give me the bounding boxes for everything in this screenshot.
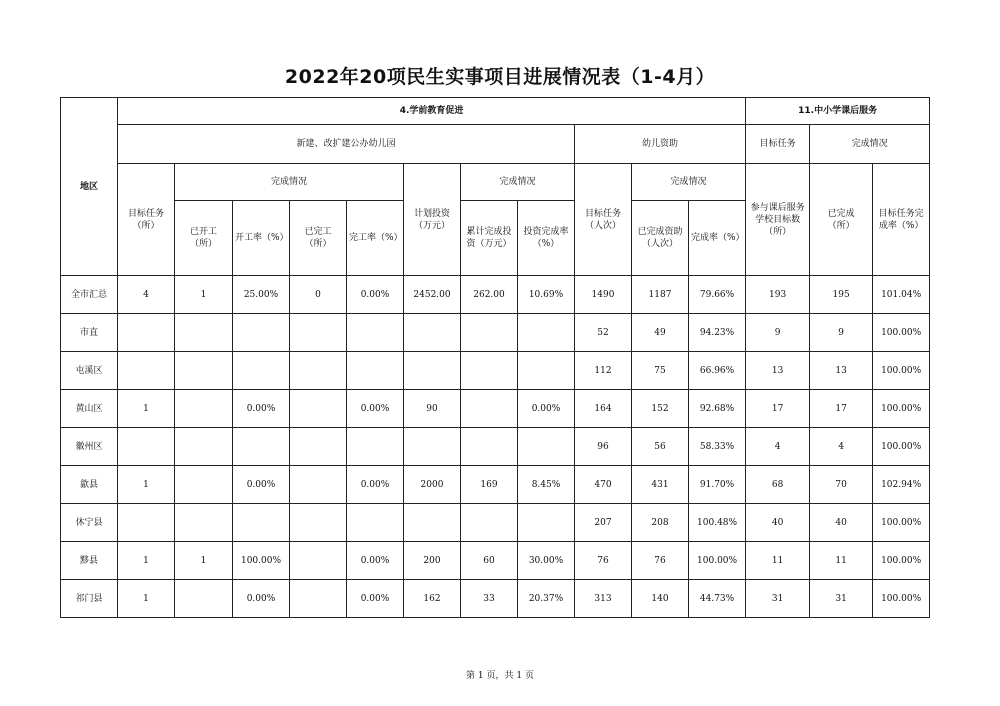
- data-cell: 207: [575, 504, 632, 542]
- header-aid-rate: 完成率（%）: [689, 201, 746, 276]
- data-cell: 1: [175, 276, 233, 314]
- data-cell: 0.00%: [347, 580, 404, 618]
- header-new-kindergarten: 新建、改扩建公办幼儿园: [118, 125, 575, 164]
- data-cell: [518, 428, 575, 466]
- data-cell: [118, 352, 175, 390]
- data-cell: 0.00%: [233, 580, 290, 618]
- data-cell: 0.00%: [347, 542, 404, 580]
- data-cell: [233, 428, 290, 466]
- table-row: [61, 504, 930, 542]
- data-cell: 68: [746, 466, 810, 504]
- data-cell: [404, 504, 461, 542]
- data-cell: 102.94%: [873, 466, 930, 504]
- region-cell: 休宁县: [61, 504, 118, 542]
- header-aid-done: 已完成资助 （人次）: [632, 201, 689, 276]
- region-cell: 黄山区: [61, 390, 118, 428]
- data-cell: 25.00%: [233, 276, 290, 314]
- data-cell: 0: [290, 276, 347, 314]
- data-cell: 100.00%: [873, 352, 930, 390]
- data-cell: 75: [632, 352, 689, 390]
- data-cell: [118, 314, 175, 352]
- data-cell: [233, 352, 290, 390]
- data-cell: [290, 428, 347, 466]
- data-cell: 10.69%: [518, 276, 575, 314]
- data-cell: [118, 504, 175, 542]
- data-cell: 76: [575, 542, 632, 580]
- table-row: [61, 314, 930, 352]
- page-title: 2022年20项民生实事项目进展情况表（1-4月）: [284, 66, 716, 88]
- region-cell: 黟县: [61, 542, 118, 580]
- data-cell: 1: [118, 580, 175, 618]
- header-invest-rate: 投资完成率 （%）: [518, 201, 575, 276]
- data-cell: 208: [632, 504, 689, 542]
- data-cell: 70: [810, 466, 873, 504]
- header-finished: 已完工 （所）: [290, 201, 347, 276]
- data-cell: 100.00%: [873, 428, 930, 466]
- data-cell: 200: [404, 542, 461, 580]
- data-cell: 100.00%: [873, 542, 930, 580]
- data-cell: [518, 352, 575, 390]
- data-cell: [118, 428, 175, 466]
- header-planned-invest: 计划投资 （万元）: [404, 164, 461, 276]
- data-cell: [518, 504, 575, 542]
- data-cell: 94.23%: [689, 314, 746, 352]
- data-cell: 112: [575, 352, 632, 390]
- header-start-rate: 开工率（%）: [233, 201, 290, 276]
- data-cell: 90: [404, 390, 461, 428]
- data-cell: 100.00%: [873, 390, 930, 428]
- table-body: [61, 276, 930, 618]
- data-cell: [404, 352, 461, 390]
- data-cell: [290, 314, 347, 352]
- data-cell: 169: [461, 466, 518, 504]
- data-cell: 9: [746, 314, 810, 352]
- data-cell: 49: [632, 314, 689, 352]
- data-cell: 58.33%: [689, 428, 746, 466]
- data-cell: [404, 314, 461, 352]
- data-cell: 40: [746, 504, 810, 542]
- data-cell: 0.00%: [518, 390, 575, 428]
- progress-table: [60, 97, 930, 618]
- data-cell: [175, 580, 233, 618]
- region-cell: 屯溪区: [61, 352, 118, 390]
- data-cell: 1: [118, 542, 175, 580]
- header-target-units: 目标任务 （所）: [118, 164, 175, 276]
- data-cell: [175, 314, 233, 352]
- data-cell: [347, 428, 404, 466]
- data-cell: 1490: [575, 276, 632, 314]
- data-cell: 20.37%: [518, 580, 575, 618]
- data-cell: [290, 580, 347, 618]
- region-cell: 祁门县: [61, 580, 118, 618]
- header-completion: 完成情况: [810, 125, 930, 164]
- header-target-task: 目标任务: [746, 125, 810, 164]
- data-cell: [175, 428, 233, 466]
- data-cell: [404, 428, 461, 466]
- data-cell: 33: [461, 580, 518, 618]
- data-cell: 1: [118, 390, 175, 428]
- data-cell: 100.00%: [689, 542, 746, 580]
- data-cell: 100.00%: [873, 314, 930, 352]
- data-cell: 31: [810, 580, 873, 618]
- data-cell: 4: [810, 428, 873, 466]
- data-cell: 30.00%: [518, 542, 575, 580]
- data-cell: 44.73%: [689, 580, 746, 618]
- data-cell: [175, 466, 233, 504]
- table-row: [61, 466, 930, 504]
- data-cell: 76: [632, 542, 689, 580]
- data-cell: 140: [632, 580, 689, 618]
- table-row: [61, 580, 930, 618]
- data-cell: 1: [118, 466, 175, 504]
- data-cell: 100.00%: [873, 504, 930, 542]
- data-cell: 100.00%: [873, 580, 930, 618]
- header-construction-completion: 完成情况: [175, 164, 404, 201]
- header-child-aid: 幼儿资助: [575, 125, 746, 164]
- data-cell: 152: [632, 390, 689, 428]
- data-cell: 0.00%: [233, 390, 290, 428]
- data-cell: 13: [746, 352, 810, 390]
- table-row: [61, 390, 930, 428]
- region-cell: 全市汇总: [61, 276, 118, 314]
- data-cell: 2452.00: [404, 276, 461, 314]
- data-cell: 4: [746, 428, 810, 466]
- data-cell: [290, 352, 347, 390]
- data-cell: 56: [632, 428, 689, 466]
- data-cell: 0.00%: [347, 466, 404, 504]
- table-row: [61, 276, 930, 314]
- header-region: 地区: [61, 98, 118, 276]
- data-cell: 40: [810, 504, 873, 542]
- data-cell: 79.66%: [689, 276, 746, 314]
- data-cell: 470: [575, 466, 632, 504]
- data-cell: [461, 314, 518, 352]
- data-cell: 0.00%: [233, 466, 290, 504]
- header-section-after-school: 11.中小学课后服务: [746, 98, 930, 125]
- data-cell: 52: [575, 314, 632, 352]
- data-cell: 96: [575, 428, 632, 466]
- data-cell: [290, 504, 347, 542]
- data-cell: [461, 428, 518, 466]
- data-cell: [461, 390, 518, 428]
- data-cell: [175, 352, 233, 390]
- data-cell: [461, 352, 518, 390]
- data-cell: 101.04%: [873, 276, 930, 314]
- data-cell: [290, 390, 347, 428]
- data-cell: 100.48%: [689, 504, 746, 542]
- data-cell: [347, 352, 404, 390]
- data-cell: [290, 542, 347, 580]
- header-aid-completion: 完成情况: [632, 164, 746, 201]
- data-cell: 13: [810, 352, 873, 390]
- header-invest-completion: 完成情况: [461, 164, 575, 201]
- data-cell: 100.00%: [233, 542, 290, 580]
- data-cell: 17: [810, 390, 873, 428]
- data-cell: [175, 390, 233, 428]
- header-after-school-done: 已完成 （所）: [810, 164, 873, 276]
- data-cell: [233, 314, 290, 352]
- data-cell: [461, 504, 518, 542]
- data-cell: [347, 314, 404, 352]
- data-cell: 11: [810, 542, 873, 580]
- data-cell: 92.68%: [689, 390, 746, 428]
- data-cell: 1187: [632, 276, 689, 314]
- data-cell: 60: [461, 542, 518, 580]
- data-cell: [175, 504, 233, 542]
- data-cell: 164: [575, 390, 632, 428]
- region-cell: 市直: [61, 314, 118, 352]
- data-cell: 4: [118, 276, 175, 314]
- data-cell: 262.00: [461, 276, 518, 314]
- header-section-preschool: 4.学前教育促进: [118, 98, 746, 125]
- data-cell: 8.45%: [518, 466, 575, 504]
- data-cell: [233, 504, 290, 542]
- data-cell: 431: [632, 466, 689, 504]
- data-cell: 193: [746, 276, 810, 314]
- header-aid-target: 目标任务 （人次）: [575, 164, 632, 276]
- page-footer: 第 1 页，共 1 页: [466, 671, 534, 681]
- region-cell: 徽州区: [61, 428, 118, 466]
- data-cell: 31: [746, 580, 810, 618]
- data-cell: [290, 466, 347, 504]
- data-cell: 2000: [404, 466, 461, 504]
- table-row: [61, 428, 930, 466]
- data-cell: 17: [746, 390, 810, 428]
- header-finish-rate: 完工率（%）: [347, 201, 404, 276]
- data-cell: 195: [810, 276, 873, 314]
- table-row: [61, 542, 930, 580]
- data-cell: 66.96%: [689, 352, 746, 390]
- data-cell: 313: [575, 580, 632, 618]
- header-cum-invest: 累计完成投 资（万元）: [461, 201, 518, 276]
- header-after-school-target: 参与课后服务 学校目标数 （所）: [746, 164, 810, 276]
- data-cell: 0.00%: [347, 390, 404, 428]
- table-row: [61, 352, 930, 390]
- data-cell: 91.70%: [689, 466, 746, 504]
- data-cell: [518, 314, 575, 352]
- header-after-school-rate: 目标任务完 成率（%）: [873, 164, 930, 276]
- header-started: 已开工 （所）: [175, 201, 233, 276]
- data-cell: 0.00%: [347, 276, 404, 314]
- data-cell: 1: [175, 542, 233, 580]
- data-cell: 11: [746, 542, 810, 580]
- data-cell: 9: [810, 314, 873, 352]
- data-cell: [347, 504, 404, 542]
- data-cell: 162: [404, 580, 461, 618]
- region-cell: 歙县: [61, 466, 118, 504]
